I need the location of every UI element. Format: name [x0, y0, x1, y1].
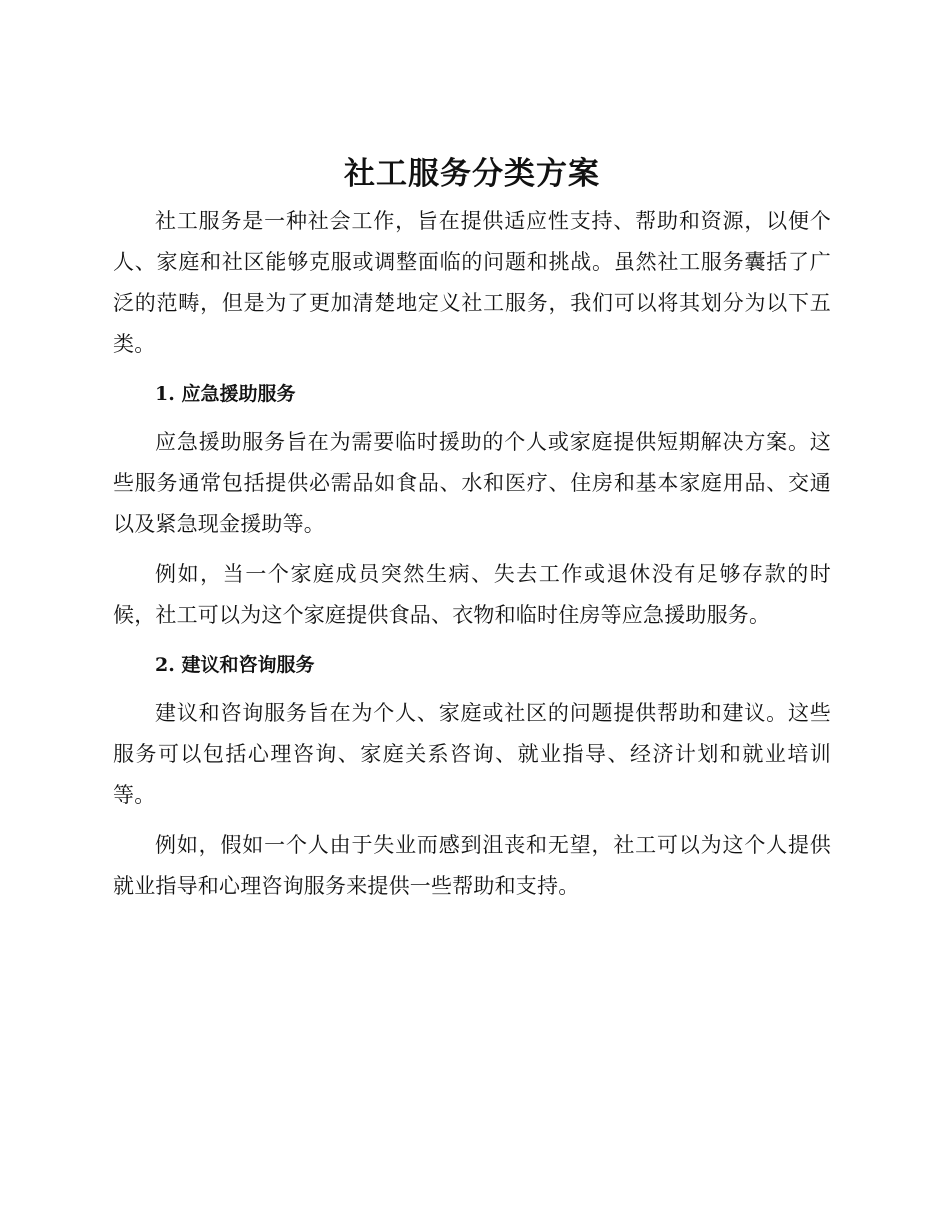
section-example-paragraph: 例如，当一个家庭成员突然生病、失去工作或退休没有足够存款的时候，社工可以为这个家庭提供食品、衣物和临时住房等应急援助服务。	[113, 562, 831, 627]
document-title: 社工服务分类方案	[344, 156, 600, 192]
intro-paragraph: 社工服务是一种社会工作，旨在提供适应性支持、帮助和资源，以便个人、家庭和社区能够克服或调整面临的问题和挑战。虽然社工服务囊括了广泛的范畴，但是为了更加清楚地定义社工服务，我们可以将其划分为以下五类。	[113, 209, 831, 356]
section-example-paragraph: 例如，假如一个人由于失业而感到沮丧和无望，社工可以为这个人提供就业指导和心理咨询服务来提供一些帮助和支持。	[113, 833, 831, 898]
section-emergency-aid	[113, 374, 831, 636]
section-heading: 2. 建议和咨询服务	[155, 654, 315, 676]
section-advice-consulting	[113, 645, 831, 907]
section-paragraph: 应急援助服务旨在为需要临时援助的个人或家庭提供短期解决方案。这些服务通常包括提供必需品如食品、水和医疗、住房和基本家庭用品、交通以及紧急现金援助等。	[113, 430, 831, 536]
section-paragraph: 建议和咨询服务旨在为个人、家庭或社区的问题提供帮助和建议。这些服务可以包括心理咨询、家庭关系咨询、就业指导、经济计划和就业培训等。	[113, 701, 831, 807]
section-heading: 1. 应急援助服务	[155, 383, 296, 405]
document-page	[113, 148, 831, 907]
